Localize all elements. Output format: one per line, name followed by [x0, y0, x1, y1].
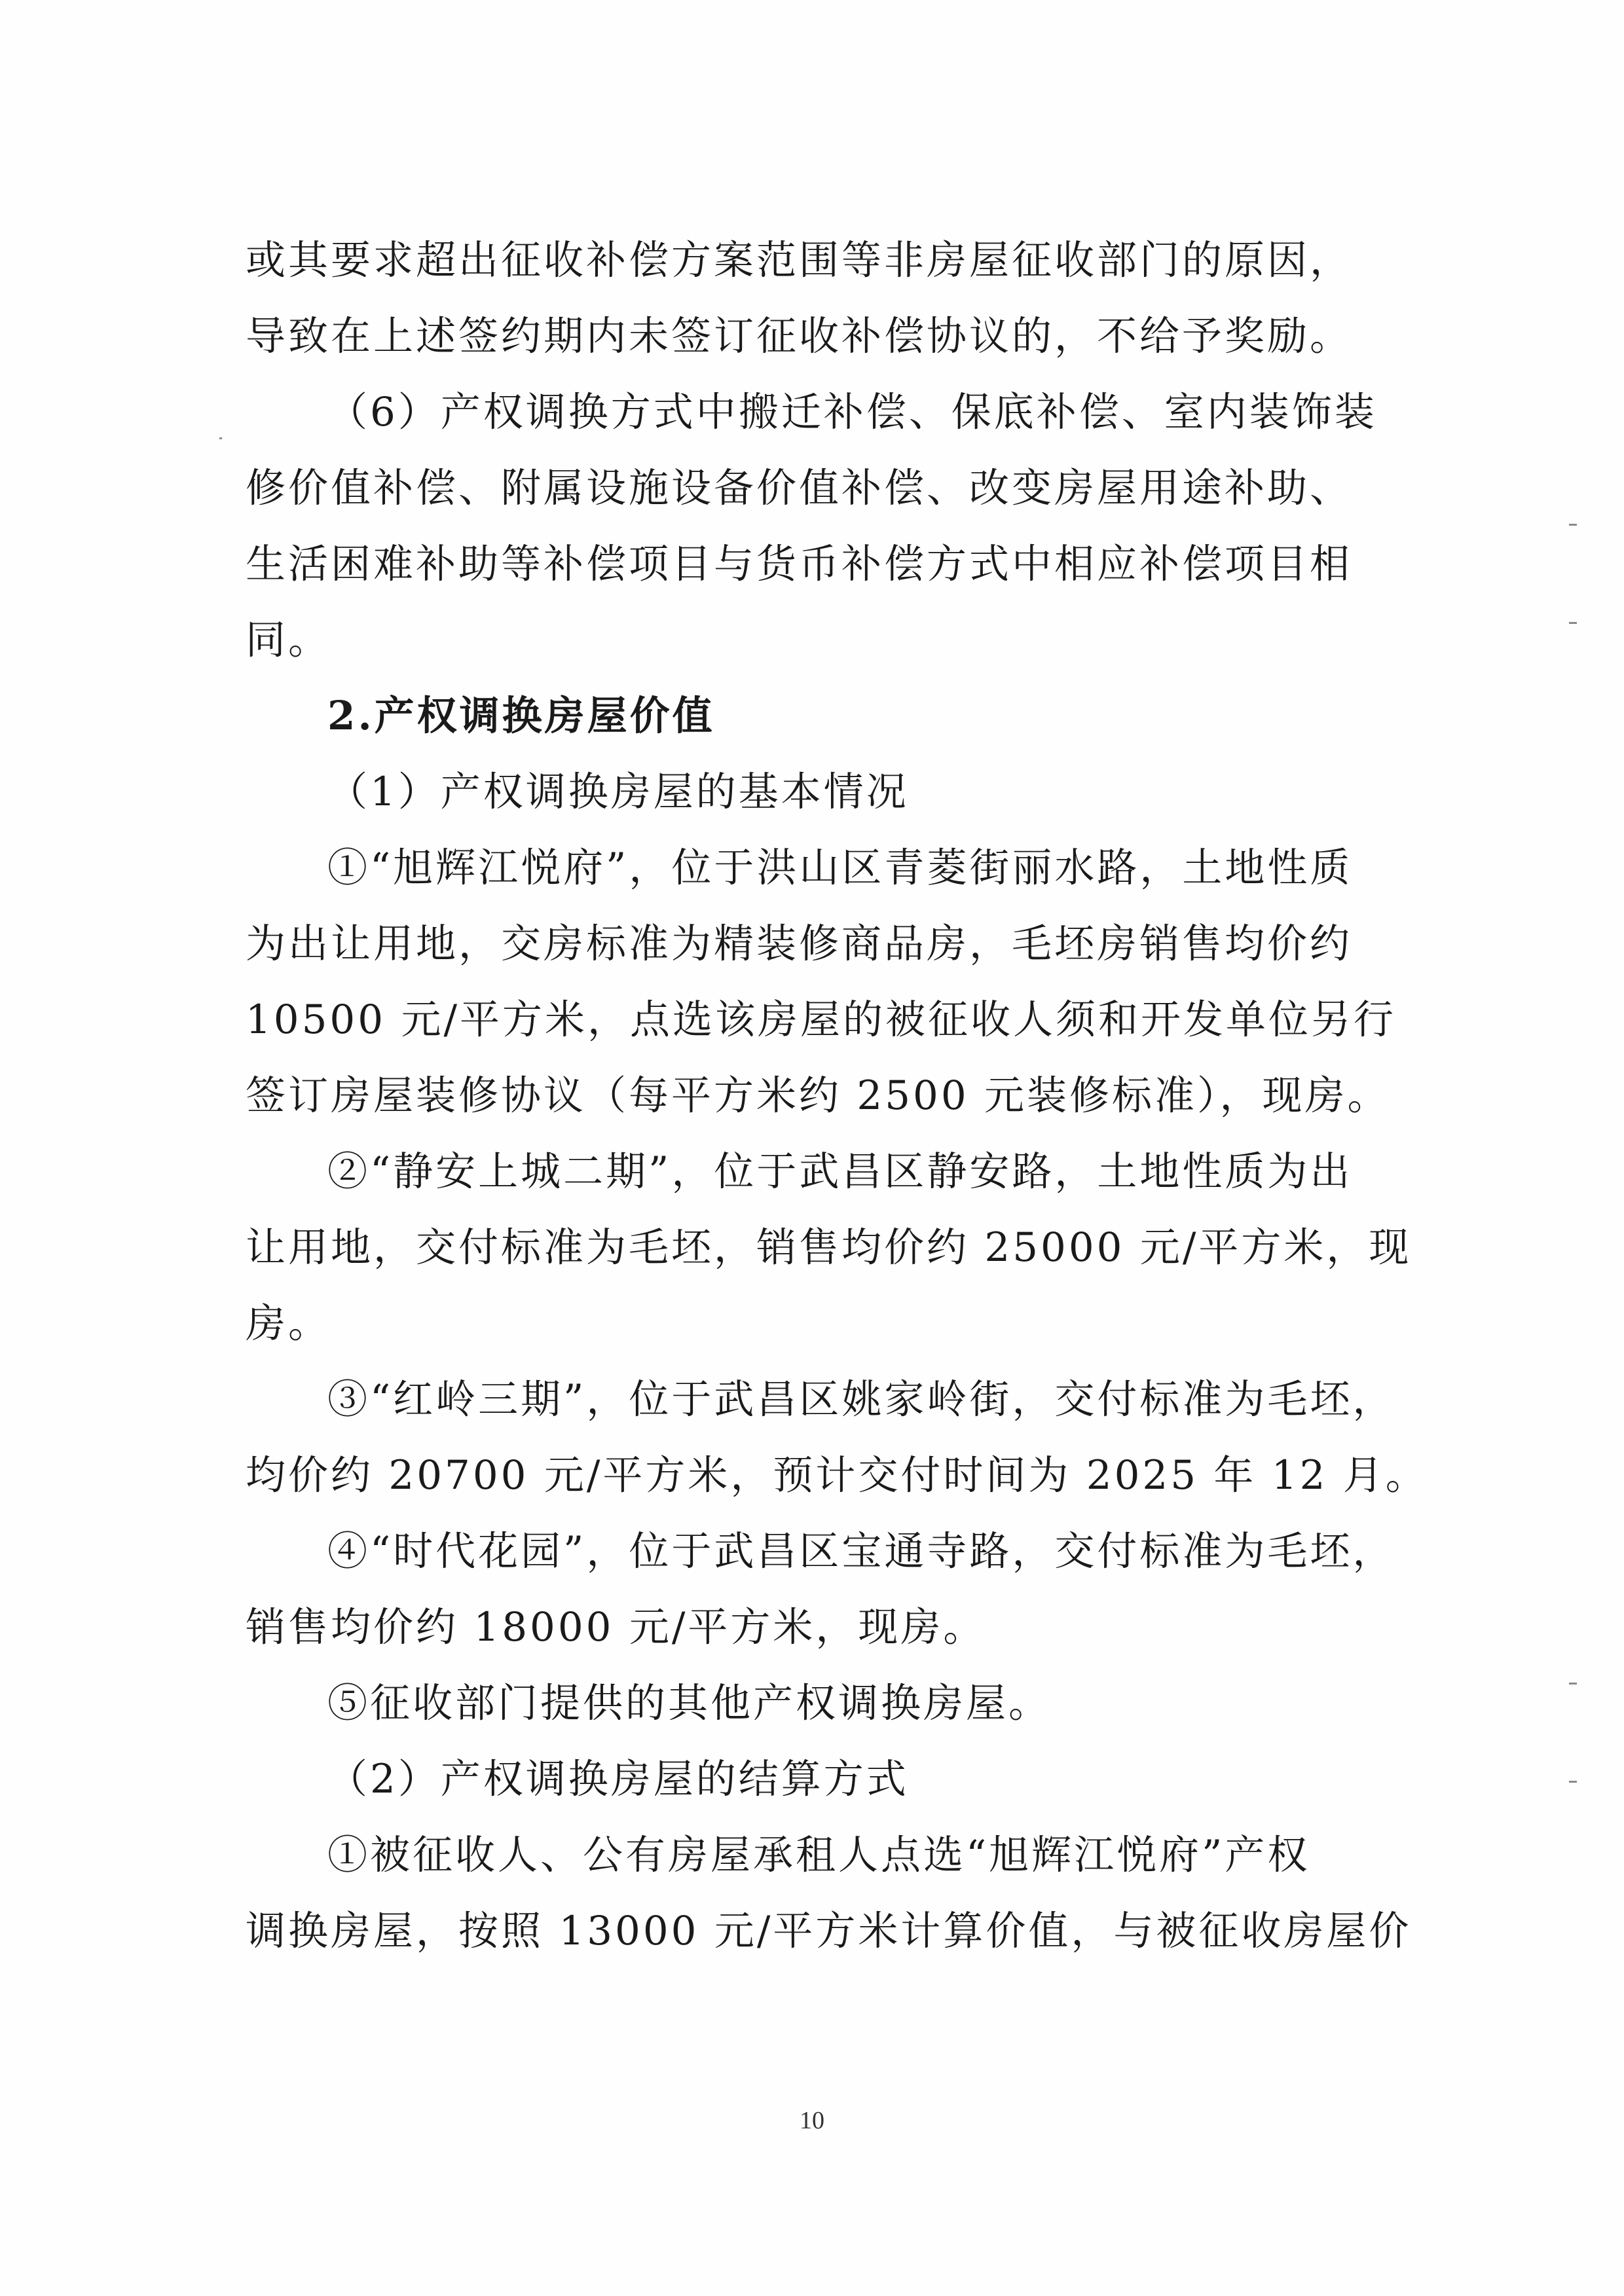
- subsection-heading: （1）产权调换房屋的基本情况: [327, 769, 909, 815]
- scan-mark: [1569, 1683, 1577, 1685]
- scan-mark: [1569, 622, 1577, 624]
- paragraph-line: ②“静安上城二期”，位于武昌区静安路，土地性质为出: [327, 1148, 1353, 1195]
- page-number: 10: [800, 2107, 824, 2134]
- paragraph-line: 房。: [246, 1300, 331, 1347]
- paragraph-line: 或其要求超出征收补偿方案范围等非房屋征收部门的原因，: [246, 237, 1353, 283]
- paragraph-line: 调换房屋，按照 13000 元/平方米计算价值，与被征收房屋价: [246, 1908, 1412, 1954]
- paragraph-line: （6）产权调换方式中搬迁补偿、保底补偿、室内装饰装: [327, 389, 1377, 435]
- paragraph-line: 签订房屋装修协议（每平方米约 2500 元装修标准），现房。: [246, 1072, 1390, 1119]
- subsection-heading: （2）产权调换房屋的结算方式: [327, 1756, 909, 1802]
- body-text: [246, 223, 1428, 1969]
- paragraph-line: 让用地，交付标准为毛坯，销售均价约 25000 元/平方米，现: [246, 1224, 1412, 1271]
- paragraph-line: 同。: [246, 617, 331, 663]
- paragraph-line: 生活困难补助等补偿项目与货币补偿方式中相应补偿项目相: [246, 541, 1353, 587]
- scan-mark: [1569, 524, 1577, 526]
- paragraph-line: ④“时代花园”，位于武昌区宝通寺路，交付标准为毛坯，: [327, 1528, 1395, 1575]
- paragraph-line: 为出让用地，交房标准为精装修商品房，毛坯房销售均价约: [246, 920, 1353, 967]
- paragraph-line: 销售均价约 18000 元/平方米，现房。: [246, 1604, 986, 1650]
- paragraph-line: ①被征收人、公有房屋承租人点选“旭辉江悦府”产权: [327, 1832, 1310, 1878]
- paragraph-line: ①“旭辉江悦府”，位于洪山区青菱街丽水路，土地性质: [327, 845, 1353, 891]
- section-heading: 2.产权调换房屋价值: [327, 693, 715, 739]
- paragraph-line: 修价值补偿、附属设施设备价值补偿、改变房屋用途补助、: [246, 465, 1353, 511]
- scan-mark: [1569, 1781, 1577, 1783]
- paragraph-line: ⑤征收部门提供的其他产权调换房屋。: [327, 1680, 1052, 1726]
- paragraph-line: 10500 元/平方米，点选该房屋的被征收人须和开发单位另行: [246, 996, 1396, 1043]
- paragraph-line: 导致在上述签约期内未签订征收补偿协议的，不给予奖励。: [246, 313, 1353, 359]
- scan-mark: [219, 437, 222, 439]
- paragraph-line: 均价约 20700 元/平方米，预计交付时间为 2025 年 12 月。: [246, 1452, 1428, 1499]
- paragraph-line: ③“红岭三期”，位于武昌区姚家岭街，交付标准为毛坯，: [327, 1376, 1395, 1423]
